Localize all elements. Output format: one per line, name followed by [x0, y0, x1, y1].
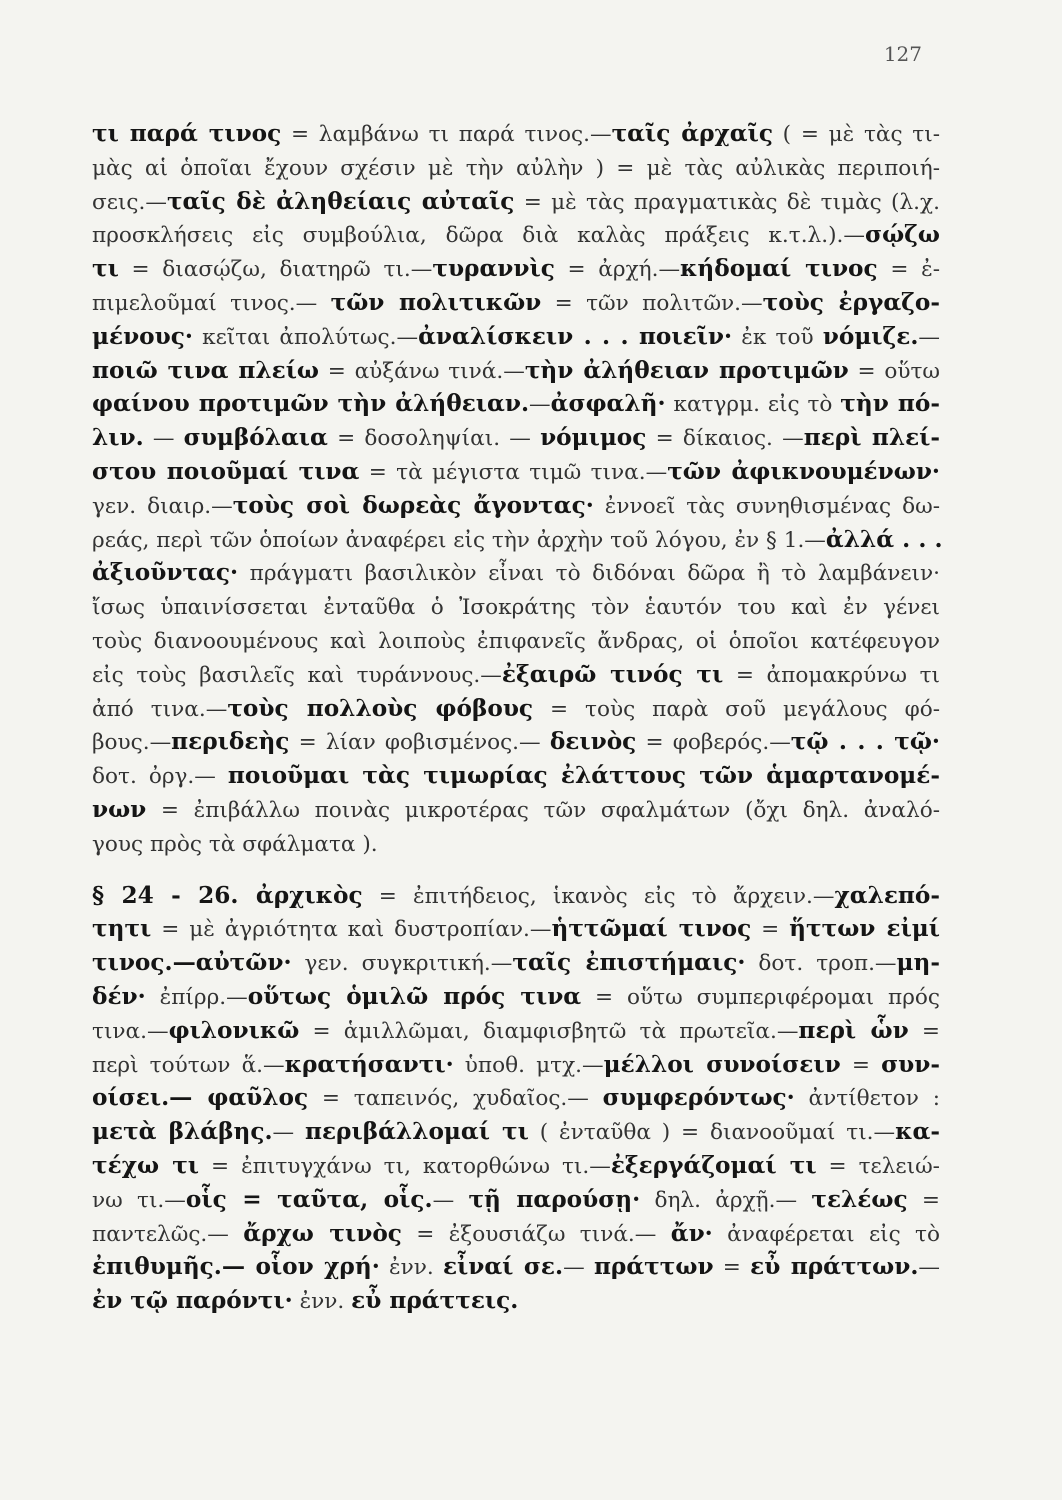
- gloss-text: = λίαν φοβισμένος.—: [289, 730, 550, 756]
- lemma-term: ἡττῶμαί τινος: [551, 915, 752, 943]
- gloss-text: = τοὺς παρὰ σοῦ μεγάλους φό-: [533, 696, 940, 722]
- text-line: [92, 355, 940, 389]
- lemma-term: ποιοῦμαι τὰς τιμωρίας ἐλάττους τῶν ἁμαρτανομέ-: [227, 762, 940, 790]
- gloss-text: = δίκαιος. —: [646, 426, 804, 452]
- gloss-text: κεῖται ἀπολύτως.—: [192, 324, 419, 350]
- text-line: [92, 913, 940, 947]
- lemma-term: ἐν τῷ παρόντι·: [92, 1287, 293, 1315]
- gloss-text: = ἀρχή.—: [554, 257, 681, 283]
- gloss-text: = ἐπιβάλλω ποινὰς μικροτέρας τῶν σφαλμάτων (ὄχι δηλ. ἀναλό-: [146, 797, 940, 823]
- paragraph: [92, 118, 943, 862]
- lemma-term: ἐξεργάζομαί τι: [610, 1151, 817, 1179]
- gloss-text: ( = μὲ τὰς τι-: [772, 122, 940, 147]
- lemma-term: φαίνου προτιμῶν τὴν ἀλήθειαν.: [92, 390, 530, 418]
- lemma-term: τι: [92, 255, 119, 283]
- text-line: [92, 1116, 940, 1150]
- lemma-term: ἀξιοῦντας·: [92, 559, 239, 587]
- lemma-term: ἀλλά . . .: [825, 525, 943, 553]
- text-line: [92, 152, 940, 186]
- text-line: [92, 880, 940, 914]
- text-line: [92, 456, 940, 490]
- text-line: [92, 1082, 940, 1116]
- lemma-term: κα-: [895, 1118, 940, 1146]
- lemma-term: ἐπιθυμῆς.— οἷον χρή·: [92, 1253, 380, 1281]
- text-line: [92, 659, 940, 693]
- gloss-text: —: [918, 1255, 941, 1281]
- lemma-term: κήδομαί τινος: [680, 255, 878, 283]
- lemma-term: συν-: [881, 1050, 940, 1078]
- gloss-text: = διασῴζω, διατηρῶ τι.—: [118, 257, 433, 283]
- text-line: [92, 287, 940, 321]
- gloss-text: γεν. διαιρ.—: [92, 493, 233, 519]
- text-line: [92, 422, 940, 456]
- lemma-term: περὶ πλεί-: [803, 424, 941, 452]
- gloss-text: γεν. συγκριτική.—: [291, 951, 513, 977]
- lemma-term: συμβόλαια: [183, 424, 328, 452]
- lemma-term: τῷ . . . τῷ·: [790, 728, 941, 756]
- lemma-term: ἄρχω τινὸς: [243, 1219, 402, 1247]
- lemma-term: πράττων: [593, 1253, 714, 1281]
- lemma-term: χαλεπό-: [834, 881, 940, 909]
- gloss-text: = λαμβάνω τι παρά τινος.—: [281, 122, 612, 147]
- gloss-text: = τῶν πολιτῶν.—: [541, 290, 763, 316]
- gloss-text: ρεάς, περὶ τῶν ὁποίων ἀναφέρει εἰς τὴν ἀρχὴν τοῦ λόγου, ἐν § 1.—: [92, 527, 826, 553]
- text-line: [92, 794, 940, 828]
- lemma-term: οὕτως ὁμιλῶ πρός τινα: [247, 982, 582, 1010]
- gloss-text: παντελῶς.—: [92, 1221, 244, 1247]
- lemma-term: μετὰ βλάβης.: [92, 1118, 273, 1146]
- gloss-text: τοὺς διανοουμένους καὶ λοιποὺς ἐπιφανεῖς ἄνδρας, οἱ ὁποῖοι κατέφευγον: [92, 628, 940, 654]
- text-line: [92, 947, 940, 981]
- gloss-text: = ἐπιτήδειος, ἱκανὸς εἰς τὸ ἄρχειν.—: [362, 883, 835, 909]
- text-line: [92, 1251, 940, 1285]
- lemma-term: μη-: [896, 949, 940, 977]
- lemma-term: μέλλοι συνοίσειν: [603, 1050, 841, 1078]
- lemma-term: τὴν πό-: [840, 390, 940, 418]
- gloss-text: ἐνν.: [292, 1289, 352, 1315]
- text-line: [92, 693, 940, 727]
- text-line: [92, 981, 940, 1015]
- gloss-text: = τὰ μέγιστα τιμῶ τινα.—: [359, 459, 668, 485]
- text-line: [92, 828, 940, 862]
- gloss-text: —: [272, 1120, 305, 1146]
- lemma-term: φιλονικῶ: [168, 1016, 300, 1044]
- lemma-term: τὴν ἀλήθειαν προτιμῶν: [524, 356, 849, 384]
- gloss-text: = τελειώ-: [816, 1153, 940, 1179]
- text-line: [92, 1184, 940, 1218]
- text-line: [92, 321, 940, 355]
- gloss-text: = οὕτω: [848, 358, 941, 384]
- text-line: [92, 388, 940, 422]
- text-line: [92, 1218, 940, 1252]
- gloss-text: ἀναφέρεται εἰς τὸ: [712, 1221, 940, 1247]
- lemma-term: τι παρά τινος: [92, 120, 282, 147]
- lemma-term: τῶν πολιτικῶν: [330, 288, 542, 316]
- text-line: [92, 760, 940, 794]
- gloss-text: κατγρμ. εἰς τὸ: [665, 392, 841, 418]
- gloss-text: = δοσοληψίαι. —: [327, 426, 541, 452]
- text-line: [92, 1015, 940, 1049]
- text-line: [92, 219, 940, 253]
- text-line: [92, 726, 940, 760]
- gloss-text: —: [563, 1255, 594, 1281]
- gloss-text: = ἐ-: [877, 257, 940, 283]
- gloss-text: = ἐπιτυγχάνω τι, κατορθώνω τι.—: [199, 1153, 611, 1179]
- lemma-term: § 24 - 26. ἀρχικὸς: [92, 881, 363, 909]
- gloss-text: βους.—: [92, 730, 172, 756]
- gloss-text: = μὲ τὰς πραγματικὰς δὲ τιμὰς (λ.χ.: [514, 189, 940, 215]
- lemma-term: οἷς = ταῦτα, οἷς.: [185, 1185, 433, 1213]
- lemma-term: λιν.: [92, 424, 144, 452]
- gloss-text: προσκλήσεις εἰς συμβούλια, δῶρα διὰ καλὰς πράξεις κ.τ.λ.).—: [92, 223, 865, 249]
- gloss-text: = ταπεινός, χυδαῖος.—: [308, 1086, 603, 1112]
- gloss-text: τινα.—: [92, 1018, 169, 1044]
- lemma-term: τητι: [92, 915, 152, 943]
- text-line: [92, 557, 940, 591]
- lemma-term: τῇ παρούσῃ·: [468, 1185, 641, 1213]
- lemma-term: ταῖς δὲ ἀληθείαις αὐταῖς: [166, 187, 515, 215]
- lemma-term: κρατήσαντι·: [284, 1050, 454, 1078]
- lemma-term: εὖ πράττων.: [750, 1253, 919, 1281]
- gloss-text: —: [143, 426, 184, 452]
- gloss-text: δοτ. τροπ.—: [745, 951, 897, 977]
- gloss-text: —: [918, 324, 941, 350]
- gloss-text: ἐκ τοῦ: [732, 324, 823, 350]
- lemma-term: τοὺς σοὶ δωρεὰς ἄγοντας·: [232, 491, 594, 519]
- gloss-text: εἰς τοὺς βασιλεῖς καὶ τυράννους.—: [92, 662, 502, 688]
- text-line: [92, 1150, 940, 1184]
- lemma-term: συμφερόντως·: [602, 1084, 795, 1112]
- text-line: [92, 625, 940, 659]
- text-line: [92, 253, 940, 287]
- gloss-text: δηλ. ἀρχῇ.—: [640, 1187, 812, 1213]
- lemma-term: δεινὸς: [549, 728, 637, 756]
- lemma-term: τινος.—αὐτῶν·: [92, 949, 292, 977]
- lemma-term: τῶν ἀφικνουμένων·: [667, 457, 940, 485]
- gloss-text: —: [529, 392, 551, 418]
- gloss-text: = μὲ ἀγριότητα καὶ δυστροπίαν.—: [151, 917, 552, 943]
- gloss-text: ἴσως ὑπαινίσσεται ἐνταῦθα ὁ Ἰσοκράτης τὸν ἑαυτόν του καὶ ἐν γένει: [92, 595, 940, 621]
- lemma-term: τοὺς πολλοὺς φόβους: [227, 694, 534, 722]
- gloss-text: ἐπίρρ.—: [145, 984, 248, 1010]
- text-line: [92, 186, 940, 220]
- lemma-term: δέν·: [92, 982, 146, 1010]
- lemma-term: νόμιμος: [540, 424, 647, 452]
- lemma-term: ἀναλίσκειν . . . ποιεῖν·: [418, 322, 733, 350]
- gloss-text: = ἐξουσιάζω τινά.—: [401, 1221, 671, 1247]
- gloss-text: ὑποθ. μτχ.—: [453, 1052, 604, 1078]
- lemma-term: εἶναί σε.: [442, 1253, 564, 1281]
- lemma-term: ἥττων εἰμί: [789, 915, 941, 943]
- gloss-text: = φοβερός.—: [636, 730, 791, 756]
- lemma-term: νων: [92, 795, 147, 823]
- lemma-term: τέχω τι: [92, 1151, 200, 1179]
- gloss-text: = οὕτω συμπεριφέρομαι πρός: [581, 984, 940, 1010]
- gloss-text: ἀντίθετον :: [794, 1086, 940, 1112]
- lemma-term: ταῖς ἀρχαῖς: [611, 120, 773, 147]
- gloss-text: = αὐξάνω τινά.—: [319, 358, 525, 384]
- page-number: 127: [883, 42, 922, 66]
- lemma-term: μένους·: [92, 322, 193, 350]
- gloss-text: = ἀπομακρύνω τι: [723, 662, 941, 688]
- lemma-term: ταῖς ἐπιστήμαις·: [512, 949, 746, 977]
- lemma-term: νόμιζε.: [822, 322, 919, 350]
- lemma-term: ποιῶ τινα πλείω: [92, 356, 320, 384]
- lemma-term: ἐξαιρῶ τινός τι: [501, 660, 724, 688]
- text-line: [92, 524, 943, 558]
- gloss-text: =: [840, 1052, 882, 1078]
- gloss-text: σεις.—: [92, 189, 167, 215]
- gloss-text: =: [908, 1018, 940, 1044]
- lemma-term: τελέως: [811, 1185, 908, 1213]
- gloss-text: πράγματι βασιλικὸν εἶναι τὸ διδόναι δῶρα ἢ τὸ λαμβάνειν·: [238, 561, 940, 587]
- gloss-text: δοτ. ὀργ.—: [92, 764, 228, 790]
- text-line: [92, 591, 940, 625]
- gloss-text: νω τι.—: [92, 1187, 186, 1213]
- lemma-term: ἄν·: [670, 1219, 713, 1247]
- gloss-text: ἐνν.: [379, 1255, 443, 1281]
- gloss-text: =: [751, 917, 790, 943]
- lemma-term: περὶ ὧν: [798, 1016, 909, 1044]
- lemma-term: περιβάλλομαί τι: [304, 1118, 529, 1146]
- gloss-text: μὰς αἱ ὁποῖαι ἔχουν σχέσιν μὲ τὴν αὐλὴν ) = μὲ τὰς αὐλικὰς περιποιή-: [92, 155, 940, 181]
- text-line: [92, 1049, 940, 1083]
- gloss-text: ἐννοεῖ τὰς συνηθισμένας δω-: [593, 493, 940, 519]
- commentary-text: [92, 118, 943, 1319]
- lemma-term: εὖ πράττεις.: [351, 1287, 519, 1315]
- gloss-text: περὶ τούτων ἅ.—: [92, 1052, 285, 1078]
- lemma-term: σῴζω: [865, 221, 940, 249]
- lemma-term: ἀσφαλῆ·: [550, 390, 666, 418]
- text-line: [92, 490, 940, 524]
- gloss-text: =: [713, 1255, 751, 1281]
- lemma-term: στου ποιοῦμαί τινα: [92, 457, 360, 485]
- lemma-term: οίσει.— φαῦλος: [92, 1084, 309, 1112]
- gloss-text: πιμελοῦμαί τινος.—: [92, 290, 331, 316]
- gloss-text: ἀπό τινα.—: [92, 696, 228, 722]
- gloss-text: —: [432, 1187, 469, 1213]
- text-line: [92, 1285, 940, 1319]
- gloss-text: γους πρὸς τὰ σφάλματα ).: [92, 831, 378, 857]
- gloss-text: ( ἐνταῦθα ) = διανοοῦμαί τι.—: [528, 1120, 896, 1146]
- gloss-text: = ἁμιλλῶμαι, διαμφισβητῶ τὰ πρωτεῖα.—: [299, 1018, 799, 1044]
- lemma-term: περιδεὴς: [171, 728, 290, 756]
- lemma-term: τυραννὶς: [432, 255, 555, 283]
- gloss-text: =: [907, 1187, 940, 1213]
- lemma-term: τοὺς ἐργαζο-: [762, 288, 941, 316]
- paragraph: [92, 880, 940, 1319]
- text-line: [92, 118, 940, 152]
